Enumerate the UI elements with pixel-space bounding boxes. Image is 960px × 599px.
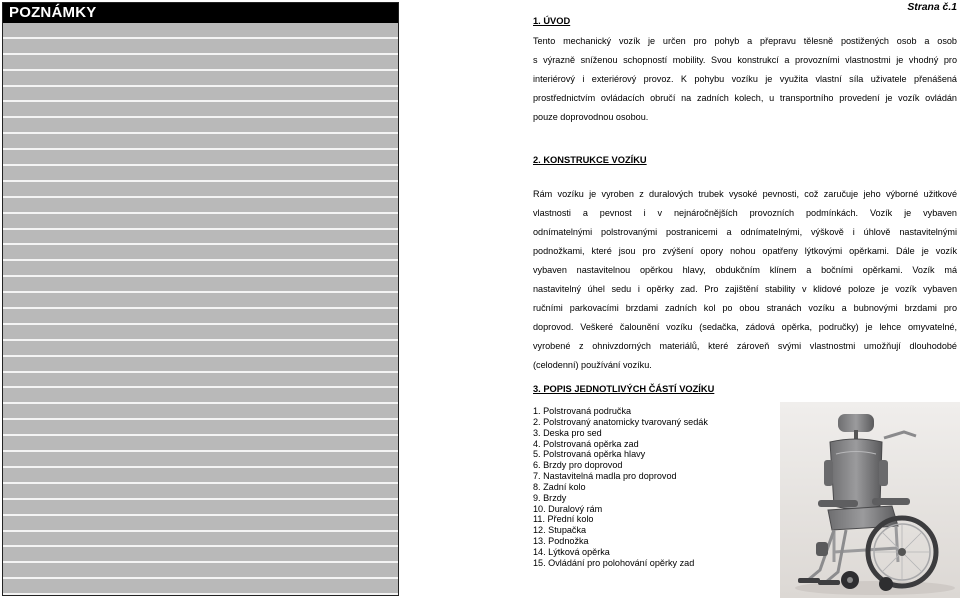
list-item: 15. Ovládání pro polohování opěrky zad (533, 557, 695, 568)
intro-line: interiérový i exteriérový provoz. K pohybu vozíku je využita vlastní síla uživatele přenášená (533, 74, 957, 84)
note-line (3, 404, 398, 420)
note-line (3, 23, 398, 39)
list-item: 12. Stupačka (533, 525, 587, 536)
note-line (3, 102, 398, 118)
note-line (3, 39, 398, 55)
list-item: 10. Duralový rám (533, 503, 603, 514)
note-line (3, 452, 398, 468)
note-line (3, 388, 398, 404)
list-item: 1. Polstrovaná područka (533, 406, 632, 416)
list-item: 4. Polstrovaná opěrka zad (533, 438, 639, 449)
notes-panel (2, 2, 399, 596)
note-line (3, 436, 398, 452)
note-line (3, 182, 398, 198)
section-heading-intro: 1. ÚVOD (533, 16, 571, 26)
note-line (3, 166, 398, 182)
construction-line: odnímatelnými polstrovanými postranicemi a odnímatelnými, výškově i úhlově nastavitelnými (533, 227, 957, 237)
intro-paragraph (533, 32, 957, 127)
construction-line: ručními parkovacími brzdami zadních kol po obou stranách vozíku a bubnovými brzdami pro (533, 303, 957, 313)
construction-paragraph (533, 185, 957, 375)
note-line (3, 293, 398, 309)
note-line (3, 547, 398, 563)
note-line (3, 357, 398, 373)
note-line (3, 579, 398, 595)
construction-line: vybaven nastavitelnou opěrkou hlavy, obdukčním klínem a bočními opěrkami. Vozík má (533, 265, 957, 275)
list-item: 13. Podnožka (533, 536, 589, 547)
note-line (3, 245, 398, 261)
intro-line: Tento mechanický vozík je určen pro pohyb a přepravu tělesně postižených osob a osob (533, 36, 957, 46)
note-line (3, 325, 398, 341)
list-item: 3. Deska pro sed (533, 427, 602, 438)
construction-line: nastavitelný úhel sedu i opěrky zad. Pro zajištění stability v klidové poloze je vozík vybaven (533, 284, 957, 294)
section-heading-construction: 2. KONSTRUKCE VOZÍKU (533, 155, 647, 165)
note-line (3, 420, 398, 436)
intro-line: pouze doprovodnou osobou. (533, 112, 649, 122)
intro-line: s výrazně sníženou schopností mobility. Svou konstrukcí a provozními vlastnostmi je vhodný pro (533, 55, 957, 65)
section-heading-parts: 3. POPIS JEDNOTLIVÝCH ČÁSTÍ VOZÍKU (533, 384, 715, 394)
note-line (3, 341, 398, 357)
construction-line: doprovod. Veškeré čalounění vozíku (sedačka, zádová opěrka, područky) je lehce omyvatelné, (533, 322, 957, 332)
note-lines (3, 23, 398, 595)
note-line (3, 468, 398, 484)
note-line (3, 134, 398, 150)
construction-line: Rám vozíku je vyroben z duralových trubek vysoké pevnosti, což zaručuje jeho výborné užitkové (533, 189, 957, 199)
construction-line: vlastnosti a pevnost i v nejnáročnějších provozních podmínkách. Vozík je vybaven (533, 208, 957, 218)
list-item: 2. Polstrovaný anatomicky tvarovaný sedák (533, 416, 708, 427)
list-item: 5. Polstrovaná opěrka hlavy (533, 449, 646, 460)
intro-line: prostřednictvím ovládacích obručí na zadních kolech, u transportního provedení je vozík ovládán (533, 93, 957, 103)
note-line (3, 150, 398, 166)
note-line (3, 373, 398, 389)
note-line (3, 198, 398, 214)
note-line (3, 118, 398, 134)
note-line (3, 87, 398, 103)
note-line (3, 309, 398, 325)
list-item: 9. Brzdy (533, 492, 567, 503)
note-line (3, 214, 398, 230)
list-item: 11. Přední kolo (533, 514, 594, 525)
wheelchair-photo (780, 402, 960, 598)
list-item: 8. Zadní kolo (533, 481, 586, 492)
parts-list (533, 406, 763, 569)
note-line (3, 532, 398, 548)
note-line (3, 563, 398, 579)
page-number: Strana č.1 (907, 2, 957, 13)
note-line (3, 277, 398, 293)
notes-title: POZNÁMKY (3, 3, 398, 23)
note-line (3, 55, 398, 71)
note-line (3, 261, 398, 277)
note-line (3, 230, 398, 246)
note-line (3, 516, 398, 532)
list-item: 7. Nastavitelná madla pro doprovod (533, 471, 677, 482)
list-item: 6. Brzdy pro doprovod (533, 460, 623, 471)
note-line (3, 71, 398, 87)
note-line (3, 484, 398, 500)
construction-line: podnožkami, které jsou pro zvýšení opory nohou opatřeny lýtkovými opěrkami. Dále je vozík (533, 246, 957, 256)
construction-line: vyrobené z ohnivzdorných materiálů, které zároveň svými vlastnostmi umožňují dlouhodobé (533, 341, 957, 351)
list-item: 14. Lýtková opěrka (533, 546, 610, 557)
note-line (3, 500, 398, 516)
construction-line: (celodenní) používání vozíku. (533, 360, 652, 370)
